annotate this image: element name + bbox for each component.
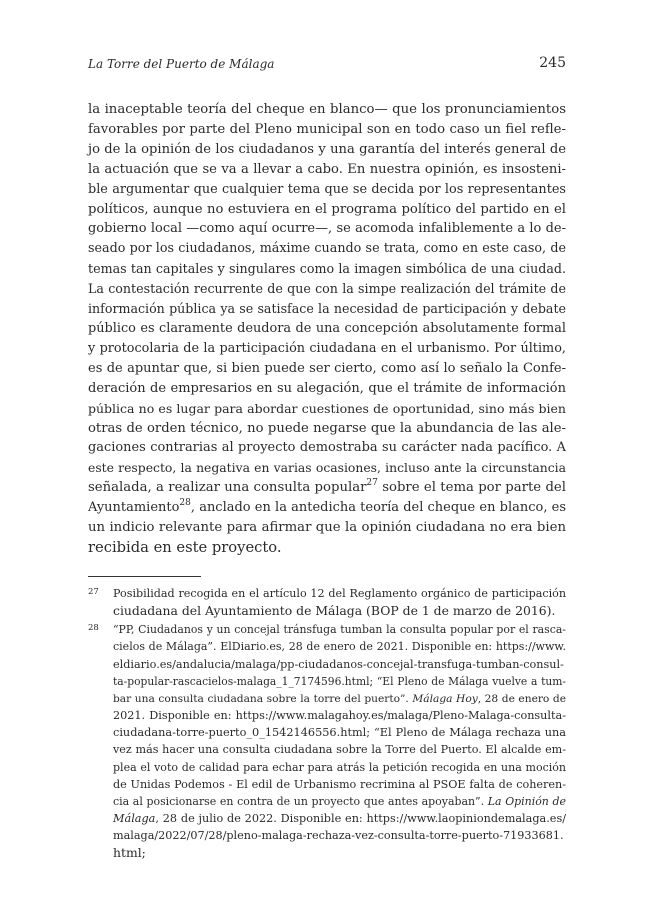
body-line: deración de empresarios en su alegación, que el trámite de información xyxy=(88,380,566,396)
body-line: temas tan capitales y singulares como la imagen simbólica de una ciudad. xyxy=(88,261,566,277)
footnotes xyxy=(88,585,566,864)
body-line: políticos, aunque no estuviera en el programa político del partido en el xyxy=(88,201,566,217)
footnote-27 xyxy=(88,585,566,619)
body-text-run: , anclado en la antedicha teoría del cheque en blanco, es xyxy=(190,500,566,516)
body-line: La contestación recurrente de que con la simpe realización del trámite de xyxy=(88,281,566,297)
footnote-line: ciudadana-torre-puerto_0_1542146556.html; “El Pleno de Málaga rechaza una xyxy=(113,726,566,740)
footnote-line: ciudadana del Ayuntamiento de Málaga (BOP de 1 de marzo de 2016). xyxy=(113,603,556,619)
body-line xyxy=(88,498,566,518)
footnote-line xyxy=(113,793,566,810)
source-title-la-opinion: La Opinión de xyxy=(487,794,566,808)
footnote-ref-27[interactable]: 27 xyxy=(366,478,378,489)
body-line: la actuación que se va a llevar a cabo. En nuestra opinión, es insosteni- xyxy=(88,161,566,177)
body-line: pública no es lugar para abordar cuestiones de oportunidad, sino más bien xyxy=(88,400,566,416)
footnote-number: 28 xyxy=(88,623,99,634)
footnote-line: vez más hacer una consulta ciudadana sobre la Torre del Puerto. El alcalde em- xyxy=(113,743,566,757)
footnote-ref-28[interactable]: 28 xyxy=(179,498,191,509)
body-line xyxy=(88,478,566,498)
body-line: jo de la opinión de los ciudadanos y una garantía del interés general de xyxy=(88,141,566,157)
footnote-line: eldiario.es/andalucia/malaga/pp-ciudadanos-concejal-transfuga-tumban-consul- xyxy=(113,657,564,671)
body-paragraph xyxy=(88,100,566,558)
body-line: seado por los ciudadanos, máxime cuando se trata, como en este caso, de xyxy=(88,241,566,257)
body-line: es de apuntar que, si bien puede ser cierto, como así lo señalo la Confe- xyxy=(88,360,566,376)
body-line: este respecto, la negativa en varias ocasiones, incluso ante la circunstancia xyxy=(88,460,566,476)
running-title: La Torre del Puerto de Málaga xyxy=(88,57,275,71)
footnote-line: 2021. Disponible en: https://www.malagahoy.es/malaga/Pleno-Malaga-consulta- xyxy=(113,709,566,723)
body-line: información pública ya se satisface la necesidad de participación y debate xyxy=(88,301,566,317)
footnote-line xyxy=(113,690,566,707)
footnote-line: de Unidas Podemos - El edil de Urbanismo recrimina al PSOE falta de coheren- xyxy=(113,777,566,791)
footnote-line xyxy=(113,810,566,827)
body-line: y protocolaria de la participación ciudadana en el urbanismo. Por último, xyxy=(88,340,566,356)
body-line: gaciones contrarias al proyecto demostraba su carácter nada pacífico. A xyxy=(88,440,566,456)
body-line: otras de orden técnico, no puede negarse que la abundancia de las ale- xyxy=(88,420,566,436)
body-text-run: señalada, a realizar una consulta popular xyxy=(88,480,367,496)
footnote-text-run: cia al posicionarse en contra de un proyecto que antes apoyaban”. xyxy=(113,794,488,808)
footnote-line: ta-popular-rascacielos-malaga_1_7174596.html; “El Pleno de Málaga vuelve a tum- xyxy=(113,674,566,688)
page-number: 245 xyxy=(539,55,566,71)
footnote-line: html; xyxy=(113,845,146,861)
footnote-28 xyxy=(88,621,566,861)
source-title-malaga-hoy: Málaga Hoy xyxy=(412,691,478,705)
source-title-la-opinion: Málaga xyxy=(113,812,156,826)
footnote-text-run: , 28 de enero de xyxy=(477,691,566,705)
footnote-text-run: , 28 de julio de 2022. Disponible en: https://www.laopiniondemalaga.es/ xyxy=(155,812,566,826)
body-line: recibida en este proyecto. xyxy=(88,538,282,556)
body-line: la inaceptable teoría del cheque en blanco— que los pronunciamientos xyxy=(88,102,566,117)
footnote-line: malaga/2022/07/28/pleno-malaga-rechaza-vez-consulta-torre-puerto-71933681. xyxy=(113,829,564,843)
footnote-line: plea el voto de calidad para echar para atrás la petición recogida en una moción xyxy=(113,760,566,774)
body-line: un indicio relevante para afirmar que la opinión ciudadana no era bien xyxy=(88,520,566,536)
body-line: ble argumentar que cualquier tema que se decida por los representantes xyxy=(88,181,566,197)
footnote-line: Posibilidad recogida en el artículo 12 del Reglamento orgánico de participación xyxy=(113,587,566,600)
body-text-run: Ayuntamiento xyxy=(88,500,180,516)
footnote-line: cielos de Málaga”. ElDiario.es, 28 de enero de 2021. Disponible en: https://www. xyxy=(113,640,566,654)
footnote-separator xyxy=(88,576,201,577)
footnote-text-run: bar una consulta ciudadana sobre la torre del puerto”. xyxy=(113,691,413,705)
body-text-run: sobre el tema por parte del xyxy=(377,480,566,496)
footnote-number: 27 xyxy=(88,587,99,597)
page-header xyxy=(88,57,566,75)
body-line: gobierno local —como aquí ocurre—, se acomoda infaliblemente a lo de- xyxy=(88,221,566,237)
footnote-line: “PP, Ciudadanos y un concejal tránsfuga tumban la consulta popular por el rasca- xyxy=(113,623,566,637)
body-line: favorables por parte del Pleno municipal son en todo caso un fiel refle- xyxy=(88,121,566,137)
body-line: público es claramente deudora de una concepción absolutamente formal xyxy=(88,320,566,336)
